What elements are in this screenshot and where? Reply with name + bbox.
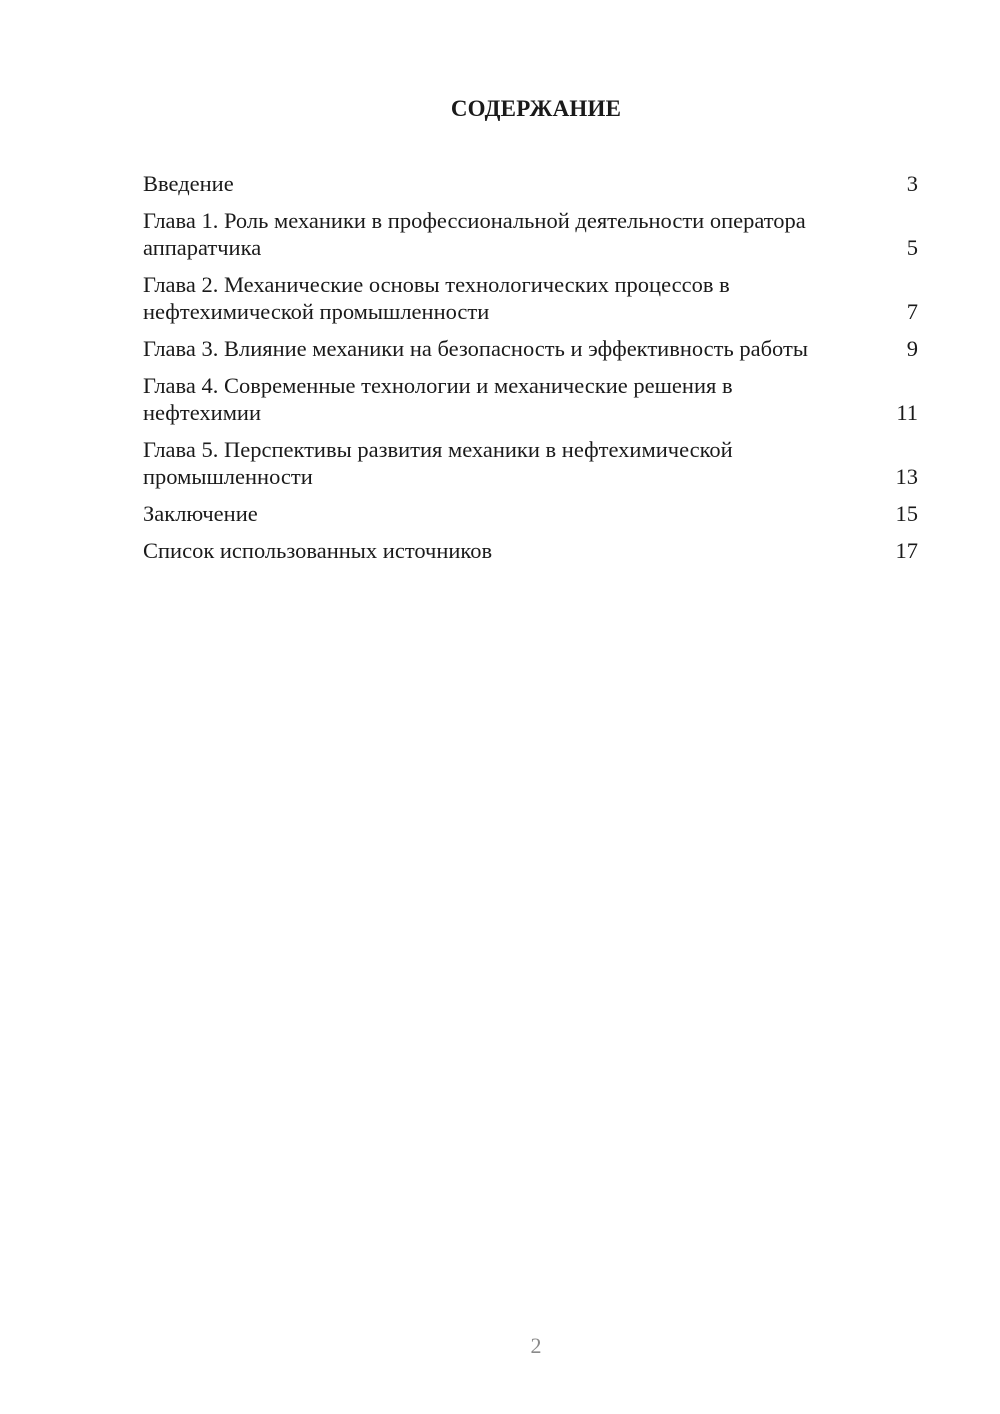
toc-entry-chapter-3 — [143, 335, 918, 362]
toc-entry-page: 3 — [906, 171, 918, 196]
table-of-contents — [143, 170, 918, 574]
toc-entry-title: Глава 1. Роль механики в профессиональной деятельности оператора аппаратчика — [143, 208, 806, 260]
toc-entry-page: 7 — [906, 299, 918, 324]
toc-entry-chapter-2 — [143, 271, 918, 325]
toc-entry-title: Глава 5. Перспективы развития механики в нефтехимической промышленности — [143, 437, 733, 489]
toc-entry-title: Глава 3. Влияние механики на безопасность и эффективность работы — [143, 336, 808, 361]
toc-entry-title: Заключение — [143, 501, 258, 526]
toc-entry-title: Введение — [143, 171, 234, 196]
toc-entry-conclusion — [143, 500, 918, 527]
toc-entry-title: Глава 2. Механические основы технологических процессов в нефтехимической промышленности — [143, 272, 730, 324]
page-number: 2 — [530, 1333, 542, 1358]
toc-entry-page: 17 — [895, 538, 918, 563]
toc-entry-title: Глава 4. Современные технологии и механические решения в нефтехимии — [143, 373, 733, 425]
toc-entry-page: 5 — [906, 235, 918, 260]
toc-entry-page: 9 — [906, 336, 918, 361]
toc-entry-title: Список использованных источников — [143, 538, 493, 563]
toc-entry-introduction — [143, 170, 918, 197]
page-title: СОДЕРЖАНИЕ — [450, 96, 622, 121]
toc-entry-page: 13 — [895, 464, 918, 489]
toc-entry-references — [143, 537, 918, 564]
toc-entry-page: 15 — [895, 501, 918, 526]
toc-entry-chapter-4 — [143, 372, 918, 426]
toc-entry-chapter-1 — [143, 207, 918, 261]
toc-entry-page: 11 — [896, 400, 918, 425]
toc-entry-chapter-5 — [143, 436, 918, 490]
